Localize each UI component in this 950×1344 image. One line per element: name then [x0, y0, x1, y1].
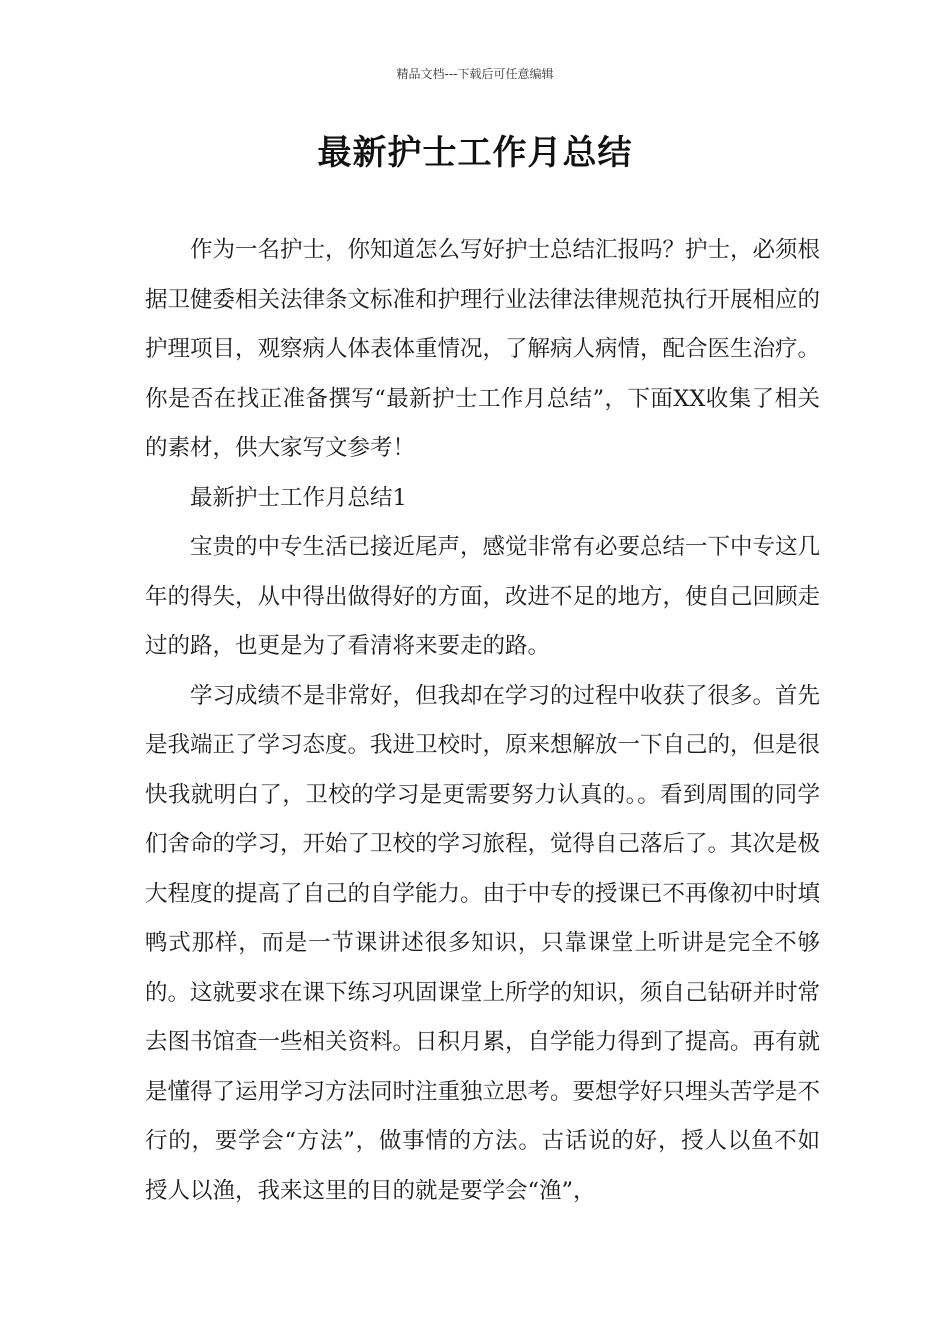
header-note: 精品文档---下载后可任意编辑	[396, 67, 554, 81]
paragraph: 宝贵的中专生活已接近尾声，感觉非常有必要总结一下中专这几年的得失，从中得出做得好的方面，改进不足的地方，使自己回顾走过的路，也更是为了看清将来要走的路。	[145, 534, 821, 659]
paragraph-intro: 作为一名护士，你知道怎么写好护士总结汇报吗？护士，必须根据卫健委相关法律条文标准和护理行业法律法律规范执行开展相应的护理项目，观察病人体表体重情况，了解病人病情，配合医生治疗。你是否在找正准备撰写“最新护士工作月总结”，下面XX收集了相关的素材，供大家写文参考！	[145, 237, 821, 461]
document-title: 最新护士工作月总结	[317, 133, 633, 173]
paragraph: 学习成绩不是非常好，但我却在学习的过程中收获了很多。首先是我端正了学习态度。我进卫校时，原来想解放一下自己的，但是很快我就明白了，卫校的学习是更需要努力认真的。。看到周围的同学们舍命的学习，开始了卫校的学习旅程，觉得自己落后了。其次是极大程度的提高了自己的自学能力。由于中专的授课已不再像初中时填鸭式那样，而是一节课讲述很多知识，只靠课堂上听讲是完全不够的。这就要求在课下练习巩固课堂上所学的知识，须自己钻研并时常去图书馆查一些相关资料。日积月累，自学能力得到了提高。再有就是懂得了运用学习方法同时注重独立思考。要想学好只埋头苦学是不行的，要学会“方法”，做事情的方法。古话说的好，授人以鱼不如授人以渔，我来这里的目的就是要学会“渔”，	[145, 682, 821, 1204]
section-heading: 最新护士工作月总结1	[190, 484, 407, 511]
document-body	[145, 226, 820, 1216]
